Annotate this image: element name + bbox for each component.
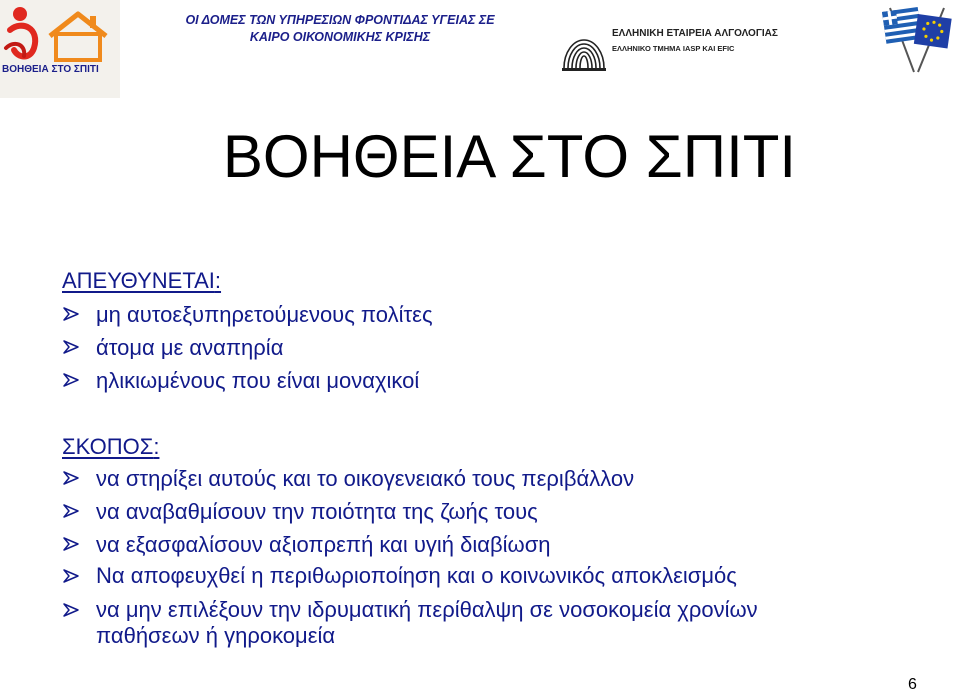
arrow-bullet-icon <box>62 602 82 618</box>
slide-title: ΒΟΗΘΕΙΑ ΣΤΟ ΣΠΙΤΙ <box>222 123 797 190</box>
arrow-bullet-icon <box>62 503 82 519</box>
section-heading-audience-text: ΑΠΕΥΘΥΝΕΤΑΙ <box>62 268 215 293</box>
home-help-logo-icon <box>0 0 120 98</box>
arrow-bullet-icon <box>62 339 82 355</box>
algology-logo-line2: ΕΛΛΗΝΙΚΟ ΤΜΗΜΑ IASP ΚΑΙ EFIC <box>612 44 735 53</box>
list-item-text: ηλικιωμένους που είναι μοναχικοί <box>96 368 420 393</box>
list-item-text: να εξασφαλίσουν αξιοπρεπή και υγιή διαβίωση <box>96 532 551 557</box>
flags-logo <box>878 4 956 74</box>
algology-emblem-icon <box>560 6 608 72</box>
list-item <box>62 298 433 331</box>
section-heading-purpose: ΣΚΟΠΟΣ: <box>62 434 160 459</box>
algology-logo-line1: ΕΛΛΗΝΙΚΗ ΕΤΑΙΡΕΙΑ ΑΛΓΟΛΟΓΙΑΣ <box>612 28 778 39</box>
header-title <box>160 12 520 46</box>
logo-left-text: ΒΟΗΘΕΙΑ ΣΤΟ ΣΠΙΤΙ <box>2 64 99 75</box>
page-number: 6 <box>908 676 917 693</box>
list-item <box>62 462 634 495</box>
arrow-bullet-icon <box>62 536 82 552</box>
list-item <box>62 495 634 528</box>
algology-society-logo <box>560 6 778 72</box>
list-item-text: Να αποφευχθεί η περιθωριοποίηση και ο κοινωνικός αποκλεισμός <box>96 563 737 588</box>
header-title-line2: ΚΑΙΡΟ ΟΙΚΟΝΟΜΙΚΗΣ ΚΡΙΣΗΣ <box>249 30 431 44</box>
list-item <box>62 563 862 589</box>
arrow-bullet-icon <box>62 306 82 322</box>
arrow-bullet-icon <box>62 470 82 486</box>
section-heading-purpose-text: ΣΚΟΠΟΣ <box>62 434 154 459</box>
list-item-text: μη αυτοεξυπηρετούμενους πολίτες <box>96 302 433 327</box>
list-item-text: να στηρίξει αυτούς και το οικογενειακό τους περιβάλλον <box>96 466 635 491</box>
section-heading-audience: ΑΠΕΥΘΥΝΕΤΑΙ: <box>62 268 222 293</box>
arrow-bullet-icon <box>62 372 82 388</box>
list-item-text: να μην επιλέξουν την ιδρυματική περίθαλψη σε νοσοκομεία χρονίων παθήσεων ή γηροκομεία <box>96 597 758 648</box>
list-item <box>62 597 862 649</box>
list-item <box>62 364 433 397</box>
arrow-bullet-icon <box>62 568 82 584</box>
list-item-text: να αναβαθμίσουν την ποιότητα της ζωής τους <box>96 499 538 524</box>
purpose-list <box>62 462 634 561</box>
list-item-text: άτομα με αναπηρία <box>96 335 284 360</box>
list-item <box>62 331 433 364</box>
home-help-logo <box>0 0 120 98</box>
purpose-list-continued <box>62 563 862 649</box>
header-title-line1: ΟΙ ΔΟΜΕΣ ΤΩΝ ΥΠΗΡΕΣΙΩΝ ΦΡΟΝΤΙΔΑΣ ΥΓΕΙΑΣ ΣΕ <box>185 13 495 27</box>
list-item <box>62 528 634 561</box>
greece-eu-flags-icon <box>878 4 956 74</box>
audience-list <box>62 298 433 397</box>
